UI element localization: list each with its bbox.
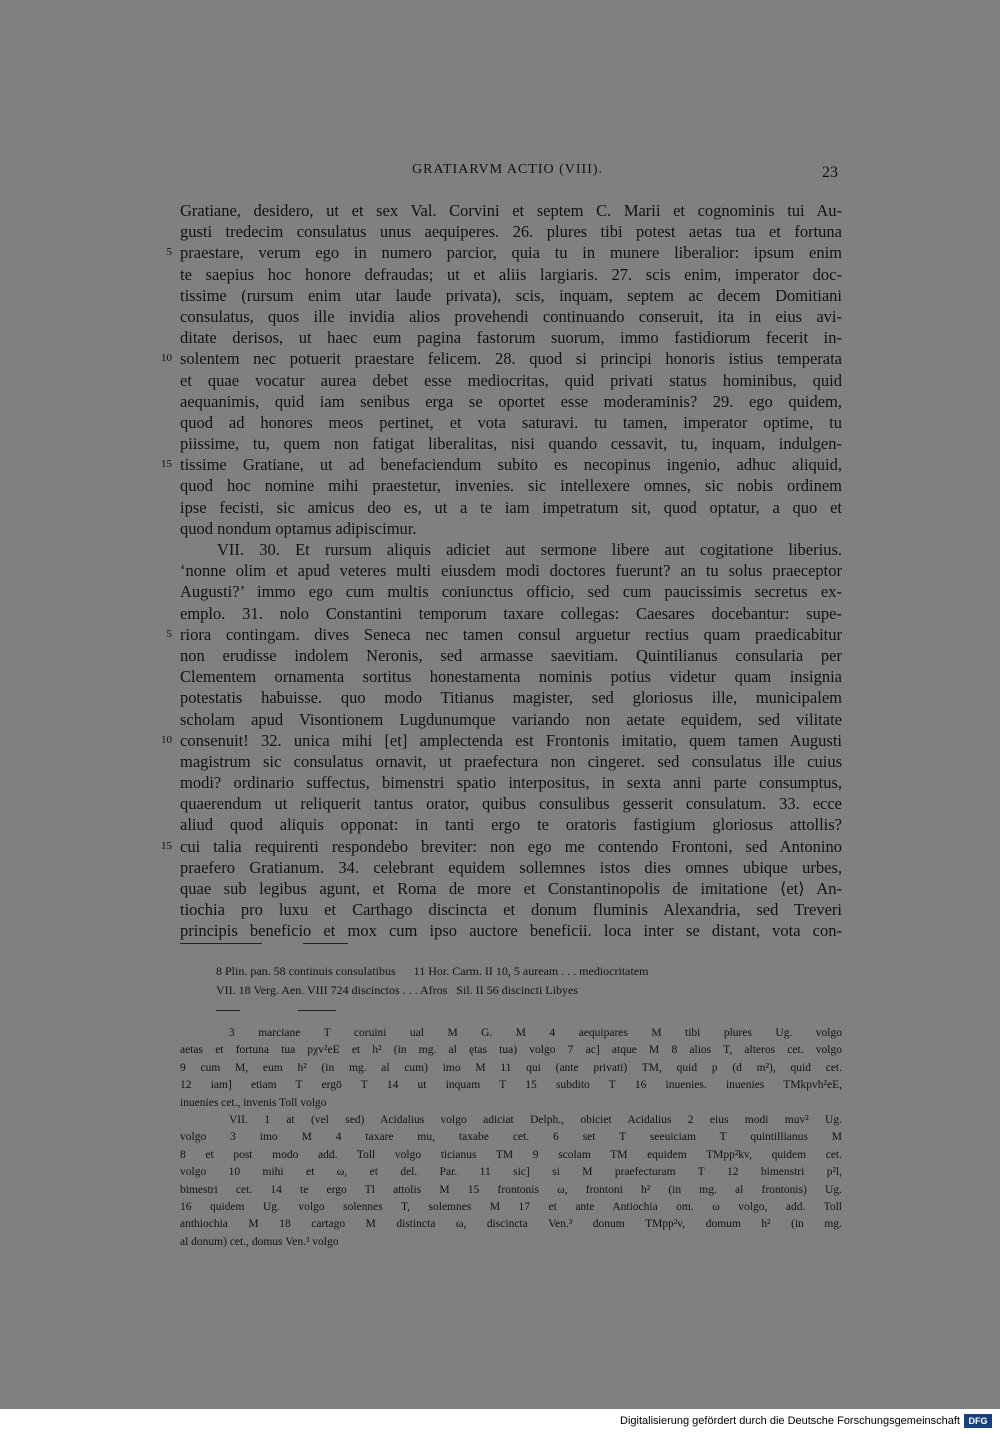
text-line-text: quod ad honores meos pertinet, et vota saturavi. tu tamen, imperator optime, tu [180,412,842,432]
text-line [180,666,842,687]
digitization-footer [0,1409,1000,1434]
text-line [180,560,842,581]
text-line-text: cui talia requirenti respondebo breviter: non ego me contendo Frontoni, sed Antonino [180,836,842,856]
apparatus-line [180,1095,842,1112]
text-line-text: Clementem ornamenta sortitus honestamenta nominis potius videtur quam insignia [180,667,842,687]
apparatus-line-text: al donum) cet., domus Ven.³ volgo [180,1235,339,1248]
apparatus-line-text: volgo 3 imo M 4 taxare mu, taxabe cet. 6 set T seeuiciam T quintillianus M [180,1131,842,1144]
text-line [180,391,842,412]
text-line-text: ‘nonne olim et apud veteres multi eiusdem modi doctores fuerunt? an tu solus praeceptor [180,561,842,581]
text-line [180,772,842,793]
text-line [180,645,842,666]
text-line [180,751,842,772]
funding-note: Digitalisierung gefördert durch die Deutsche Forschungsgemeinschaft [620,1415,960,1427]
source-note: 8 Plin. pan. 58 continuis consulatibus 11 Hor. Carm. II 10, 5 auream . . . mediocritatem [216,964,649,978]
text-line [180,624,842,645]
apparatus-fontium [216,962,844,1000]
text-line [180,475,842,496]
line-number: 10 [161,734,172,746]
main-text-block [161,200,842,942]
text-line [180,539,842,560]
text-line [180,793,842,814]
apparatus-line [180,1182,842,1199]
apparatus-line [180,1129,842,1146]
text-line [180,454,842,475]
text-line-text: gusti tredecim consulatus unus aequiperes. 26. plures tibi potest aetas tua et fortuna [180,222,842,242]
text-line [180,433,842,454]
text-line-text: tissime Gratiane, ut ad benefaciendum subito es necopinus ingenio, adhuc aliquid, [180,455,842,475]
text-line-text: solentem nec potuerit praestare felicem. 28. quod si principi honoris istius temperata [180,349,842,369]
apparatus-line-text: aetas et fortuna tua pχv²eE et h² (in mg. al ętas tua) volgo 7 ac] atque M 8 alios T, alteros cet. volgo [180,1044,842,1057]
text-line [180,730,842,751]
text-line-text: piissime, tu, quem non fatigat liberalitas, nisi quando cessavit, tu, inquam, indulgen- [180,434,842,454]
apparatus-line [180,1060,842,1077]
text-line [180,497,842,518]
running-header [0,160,1000,184]
apparatus-line [180,1234,842,1251]
text-line [180,306,842,327]
apparatus-line-text: 9 cum M, eum h² (in mg. al cum) imo M 11 qui (ante privati) TM, quid p (d m²), quid cet. [180,1061,842,1074]
apparatus-line [180,1042,842,1059]
text-line-text: ipse fecisti, sic amicus deo es, ut a te iam impetratum sit, quod optatur, a quo et [180,497,842,517]
apparatus-line [180,1077,842,1094]
text-line [180,518,842,539]
line-number: 10 [161,352,172,365]
apparatus-line-text: 8 et post modo add. Toll volgo ticianus TM 9 scolam TM equidem TMpp²kv, quidem cet. [180,1148,842,1161]
text-line-text: quaerendum ut reliquerit tantus orator, quibus consulibus gesserit consulatum. 33. ecce [180,794,842,814]
text-line [180,857,842,878]
text-line [180,878,842,899]
text-line-text: quae sub legibus agunt, et Roma de more et Constantinopolis de imitatione ⟨et⟩ An- [180,879,842,898]
text-line [180,836,842,857]
apparatus-line [180,1112,842,1129]
text-line-text: te saepius hoc honore defraudas; ut et aliis largiaris. 27. scis enim, imperator doc- [180,264,842,284]
text-line [180,603,842,624]
apparatus-line [180,1164,842,1181]
text-line-text: scholam apud Visontionem Lugdunumque variando non aetate equidem, sed vilitate [180,709,842,729]
text-line-text: consenuit! 32. unica mihi [et] amplectenda est Frontonis imitatio, quem tamen Augusti [180,730,842,750]
text-line-text: aequanimis, quid iam senibus erga se oportet esse moderaminis? 29. ego quidem, [180,391,842,411]
apparatus-line-text: VII. 1 at (vel sed) Acidalius volgo adiciat Delph., obiciet Acidalius 2 eius modi muv² Ug. [229,1113,842,1126]
text-line [180,687,842,708]
text-line-text: aliud quod aliquis opponat: in tanti ergo te oratoris fastigium gloriosus attollis? [180,815,842,835]
apparatus-line-text: volgo 10 mihi et ω, et del. Par. 11 sic] si M praefecturam T 12 bimenstri p²l, [180,1166,842,1179]
apparatus-line-text: 3 marciane T coruini ual M G. M 4 aequipares M tibi plures Ug. volgo [229,1027,842,1039]
text-line-text: et quae vocatur aurea debet esse mediocritas, quid privati status hominibus, quid [180,370,842,390]
text-line [180,285,842,306]
text-line [180,370,842,391]
footnote-rule [180,943,262,944]
apparatus-line-text: inuenies cet., invenis Toll volgo [180,1096,327,1109]
source-note: VII. 18 Verg. Aen. VIII 724 discinctos . . . Afros Sil. II 56 discincti Libyes [216,983,578,997]
text-line [180,709,842,730]
text-line-text: tiochia pro luxu et Carthago discincta et donum fluminis Alexandria, sed Treveri [180,900,842,920]
text-line-text: modi? ordinario suffectus, bimenstri spatio interpositus, in sexta anni parte consumptus, [180,773,842,793]
page-number: 23 [822,164,838,181]
text-line-text: praefero Gratianum. 34. celebrant equidem sollemnes istos dies omnes ubique urbes, [180,857,842,877]
text-line [180,899,842,920]
line-number: 5 [166,246,172,259]
text-line-text: magistrum sic consulatus ornavit, ut praefectura non cingeret. sed consulatus ille cuius [180,751,842,771]
dfg-logo: DFG [964,1414,992,1428]
text-line-text: emplo. 31. nolo Constantini temporum taxare collegas: Caesares docebantur: supe- [180,603,842,623]
text-line [180,920,842,941]
apparatus-line [180,1216,842,1233]
line-number: 5 [166,628,172,640]
text-line-text: VII. 30. Et rursum aliquis adiciet aut sermone libere aut cogitatione liberius. [217,540,842,559]
apparatus-line [180,1025,842,1042]
line-number: 15 [161,458,172,471]
text-line [180,327,842,348]
apparatus-line-text: 16 quidem Ug. volgo solennes T, solemnes M 17 et ante Antiochia om. ω volgo, add. Toll [180,1200,842,1213]
apparatus-line-text: 12 iam] etiam T ergō T 14 ut inquam T 15 subdito T 16 inuenies. inuenies TMkpvh²eE, [180,1079,842,1092]
footnote-rule-short [303,943,348,944]
text-line [180,264,842,285]
apparatus-criticus [180,1025,842,1251]
text-line-text: riora contingam. dives Seneca nec tamen consul arguetur rectius quam praedicabitur [180,624,842,644]
text-line-text: Gratiane, desidero, ut et sex Val. Corvini et septem C. Marii et cognominis tui Au- [180,201,842,220]
line-number: 15 [161,840,172,852]
text-line-text: quod nondum optamus adipiscimur. [180,518,417,538]
text-line [180,242,842,263]
running-title: GRATIARVM ACTIO (VIII). [412,162,604,177]
text-line-text: praestare, verum ego in numero parcior, quia tu in munere liberalior: ipsum enim [180,243,842,263]
apparatus-line [180,1199,842,1216]
text-line-text: consulatus, quos ille invidia alios provehendi continuando conseruit, ita in eius avi- [180,306,842,326]
text-line [180,581,842,602]
text-line [180,412,842,433]
text-line [180,221,842,242]
text-line [180,200,842,221]
text-line-text: Augusti?’ immo ego cum multis coniunctus officio, sed cum paucissimis secretus ex- [180,582,842,602]
text-line [180,814,842,835]
text-line-text: quod hoc nomine mihi praestetur, invenies. sic intellexere omnes, sic nobis ordinem [180,476,842,496]
text-line-text: principis beneficio et mox cum ipso auctore beneficii. loca inter se distant, vota con- [180,921,842,941]
text-line-text: ditate derisos, ut haec eum pagina fastorum suorum, immo fastidiorum fecerit in- [180,328,842,348]
text-line-text: tissime (rursum enim utar laude privata), scis, inquam, septem ac decem Domitiani [180,285,842,305]
apparatus-line-text: anthiochia M 18 cartago M distincta ω, discincta Ven.³ donum TMpp²v, domum h² (in mg. [180,1218,842,1231]
apparatus-rule [216,1010,240,1011]
apparatus-line-text: bimestri cet. 14 te ergo Tl attolis M 15 frontonis ω, frontoni h² (in mg. al frontonis) Ug. [180,1183,842,1196]
apparatus-rule-mid [298,1010,336,1011]
text-line [180,348,842,369]
apparatus-line [180,1147,842,1164]
text-line-text: non erudisse indolem Neronis, sed armasse saevitiam. Quintilianus consularia per [180,645,842,665]
text-line-text: potestatis habuisse. quo modo Titianus magister, sed gloriosus ille, municipalem [180,688,842,708]
